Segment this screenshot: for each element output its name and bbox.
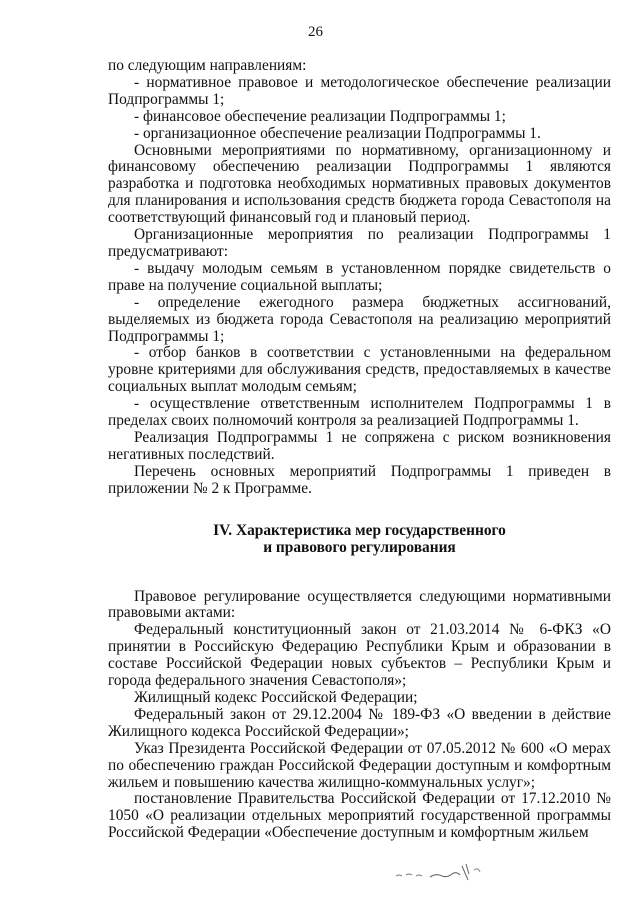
page-number: 26 (308, 24, 323, 40)
paragraph: - финансовое обеспечение реализации Подпрограммы 1; (134, 107, 506, 125)
paragraph: по следующим направлениям: (108, 57, 307, 74)
paragraph: постановление Правительства Российской Федерации от 17.12.2010 № 1050 «О реализации отдельных мероприятий государственной программы Российской Федерации «Обеспечение доступным и комфортным жильем (108, 790, 611, 842)
paragraph: Перечень основных мероприятий Подпрограммы 1 приведен в приложении № 2 к Программе. (108, 462, 611, 497)
paragraph: Реализация Подпрограммы 1 не сопряжена с риском возникновения негативных последствий. (108, 428, 611, 463)
paragraph: - организационное обеспечение реализации Подпрограммы 1. (134, 124, 541, 142)
handwritten-signature-mark (392, 858, 502, 888)
section-heading-line-1: IV. Характеристика мер государственного (213, 521, 506, 539)
paragraph: - отбор банков в соответствии с установленными на федеральном уровне критериями для обслуживания средств, предоставляемых в качестве социальных выплат молодым семьям; (108, 344, 611, 396)
paragraph: - определение ежегодного размера бюджетных ассигнований, выделяемых из бюджета города Севастополя на реализацию мероприятий Подпрограммы 1; (108, 293, 611, 345)
paragraph: - осуществление ответственным исполнителем Подпрограммы 1 в пределах своих полномочий контроля за реализацией Подпрограммы 1. (108, 395, 611, 430)
paragraph: Федеральный закон от 29.12.2004 № 189-ФЗ «О введении в действие Жилищного кодекса Российской Федерации»; (108, 705, 611, 740)
document-body (108, 58, 611, 842)
section-heading-line-2: и правового регулирования (263, 538, 456, 556)
paragraph: Правовое регулирование осуществляется следующими нормативными правовыми актами: (108, 587, 611, 622)
section-heading (108, 522, 611, 556)
paragraph: Основными мероприятиями по нормативному, организационному и финансовому обеспечению реализации Подпрограммы 1 являются разработка и подготовка необходимых нормативных правовых документов для планирования и использования средств бюджета города Севастополя на соответствующий финансовый год и плановый период. (108, 141, 611, 227)
paragraphs-top (108, 58, 611, 498)
paragraph: - выдачу молодым семьям в установленном порядке свидетельств о праве на получение социальной выплаты; (108, 259, 611, 294)
paragraph: Указ Президента Российской Федерации от 07.05.2012 № 600 «О мерах по обеспечению граждан Российской Федерации доступным и комфортным жильем и повышению качества жилищно-коммунальных услуг»; (108, 739, 611, 791)
paragraph: Жилищный кодекс Российской Федерации; (134, 689, 418, 706)
paragraphs-bottom (108, 589, 611, 843)
paragraph: - нормативное правовое и методологическое обеспечение реализации Подпрограммы 1; (108, 73, 611, 108)
paragraph: Организационные мероприятия по реализации Подпрограммы 1 предусматривают: (108, 226, 611, 260)
paragraph: Федеральный конституционный закон от 21.03.2014 № 6-ФКЗ «О принятии в Российскую Федерацию Республики Крым и образовании в составе Российской Федерации новых субъектов – Республики Крым и города федерального значения Севастополя»; (108, 621, 611, 690)
